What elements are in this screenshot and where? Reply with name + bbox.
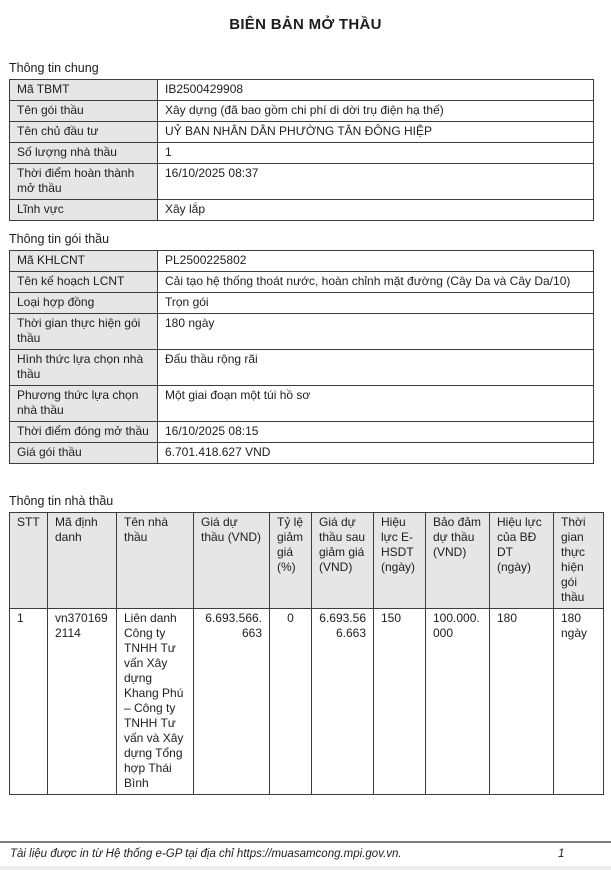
field-value: 1 (158, 143, 594, 164)
table-row (10, 386, 594, 422)
field-label: Giá gói thầu (10, 443, 158, 464)
column-header-ty-le-giam-gia: Tỷ lệ giảm giá (%) (270, 513, 312, 609)
field-label: Thời điểm đóng mở thầu (10, 422, 158, 443)
column-header-thoi-gian-thuc-hien: Thời gian thực hiện gói thầu (554, 513, 604, 609)
column-header-bao-dam-du-thau: Bảo đảm dự thầu (VND) (426, 513, 490, 609)
section-heading-general-info: Thông tin chung (9, 61, 99, 75)
cell-gia-sau-giam-gia: 6.693.566.663 (312, 609, 374, 795)
general-info-table (9, 79, 594, 221)
footer-divider (0, 841, 611, 843)
field-value: 6.701.418.627 VND (158, 443, 594, 464)
table-row (10, 350, 594, 386)
field-label: Loại hợp đồng (10, 293, 158, 314)
section-heading-package-info: Thông tin gói thầu (9, 232, 110, 246)
field-label: Số lượng nhà thầu (10, 143, 158, 164)
field-label: Lĩnh vực (10, 200, 158, 221)
cell-bao-dam-du-thau: 100.000.000 (426, 609, 490, 795)
field-label: Hình thức lựa chọn nhà thầu (10, 350, 158, 386)
field-value: Xây dựng (đã bao gồm chi phí di dời trụ điện hạ thế) (158, 101, 594, 122)
field-label: Tên gói thầu (10, 101, 158, 122)
table-row (10, 80, 594, 101)
page-title: BIÊN BẢN MỞ THẦU (229, 16, 382, 33)
cell-thoi-gian-thuc-hien: 180 ngày (554, 609, 604, 795)
field-value: 180 ngày (158, 314, 594, 350)
package-info-table (9, 250, 594, 464)
cell-hieu-luc-bddt: 180 (490, 609, 554, 795)
bidder-table (9, 512, 604, 795)
cell-gia-du-thau: 6.693.566.663 (194, 609, 270, 795)
section-heading-bidder-info: Thông tin nhà thầu (9, 494, 114, 508)
bidder-table-header-row (10, 513, 604, 609)
cell-ten-nha-thau: Liên danh Công ty TNHH Tư vấn Xây dựng Khang Phú – Công ty TNHH Tư vấn và Xây dựng Tổng hợp Thái Bình (117, 609, 194, 795)
field-label: Phương thức lựa chọn nhà thầu (10, 386, 158, 422)
cell-stt: 1 (10, 609, 48, 795)
field-label: Tên chủ đầu tư (10, 122, 158, 143)
footer-note: Tài liệu được in từ Hệ thống e-GP tại địa chỉ https://muasamcong.mpi.gov.vn. (10, 848, 402, 860)
field-label: Mã TBMT (10, 80, 158, 101)
table-row (10, 251, 594, 272)
cell-ty-le-giam-gia: 0 (270, 609, 312, 795)
column-header-ma-dinh-danh: Mã định danh (48, 513, 117, 609)
field-label: Mã KHLCNT (10, 251, 158, 272)
table-row (10, 314, 594, 350)
field-value: Cải tạo hệ thống thoát nước, hoàn chỉnh mặt đường (Cây Da và Cây Da/10) (158, 272, 594, 293)
table-row (10, 272, 594, 293)
footer-page-number: 1 (558, 848, 565, 860)
column-header-hieu-luc-bddt: Hiệu lực của BĐ DT (ngày) (490, 513, 554, 609)
field-value: Xây lắp (158, 200, 594, 221)
column-header-gia-du-thau: Giá dự thầu (VND) (194, 513, 270, 609)
field-label: Tên kế hoạch LCNT (10, 272, 158, 293)
field-value: IB2500429908 (158, 80, 594, 101)
table-row (10, 200, 594, 221)
page-bottom-edge (0, 866, 611, 870)
field-label: Thời gian thực hiện gói thầu (10, 314, 158, 350)
table-row (10, 293, 594, 314)
field-value: UỶ BAN NHÂN DÂN PHƯỜNG TÂN ĐÔNG HIỆP (158, 122, 594, 143)
field-value: Một giai đoạn một túi hồ sơ (158, 386, 594, 422)
column-header-ten-nha-thau: Tên nhà thầu (117, 513, 194, 609)
field-value: Trọn gói (158, 293, 594, 314)
column-header-gia-sau-giam-gia: Giá dự thầu sau giảm giá (VND) (312, 513, 374, 609)
field-value: PL2500225802 (158, 251, 594, 272)
field-value: 16/10/2025 08:15 (158, 422, 594, 443)
field-value: 16/10/2025 08:37 (158, 164, 594, 200)
field-value: Đấu thầu rộng rãi (158, 350, 594, 386)
table-row (10, 122, 594, 143)
table-row (10, 101, 594, 122)
table-row (10, 143, 594, 164)
field-label: Thời điểm hoàn thành mở thầu (10, 164, 158, 200)
cell-hieu-luc-ehsdt: 150 (374, 609, 426, 795)
cell-ma-dinh-danh: vn3701692114 (48, 609, 117, 795)
bidder-row (10, 609, 604, 795)
table-row (10, 164, 594, 200)
table-row (10, 422, 594, 443)
column-header-hieu-luc-ehsdt: Hiệu lực E-HSDT (ngày) (374, 513, 426, 609)
column-header-stt: STT (10, 513, 48, 609)
table-row (10, 443, 594, 464)
